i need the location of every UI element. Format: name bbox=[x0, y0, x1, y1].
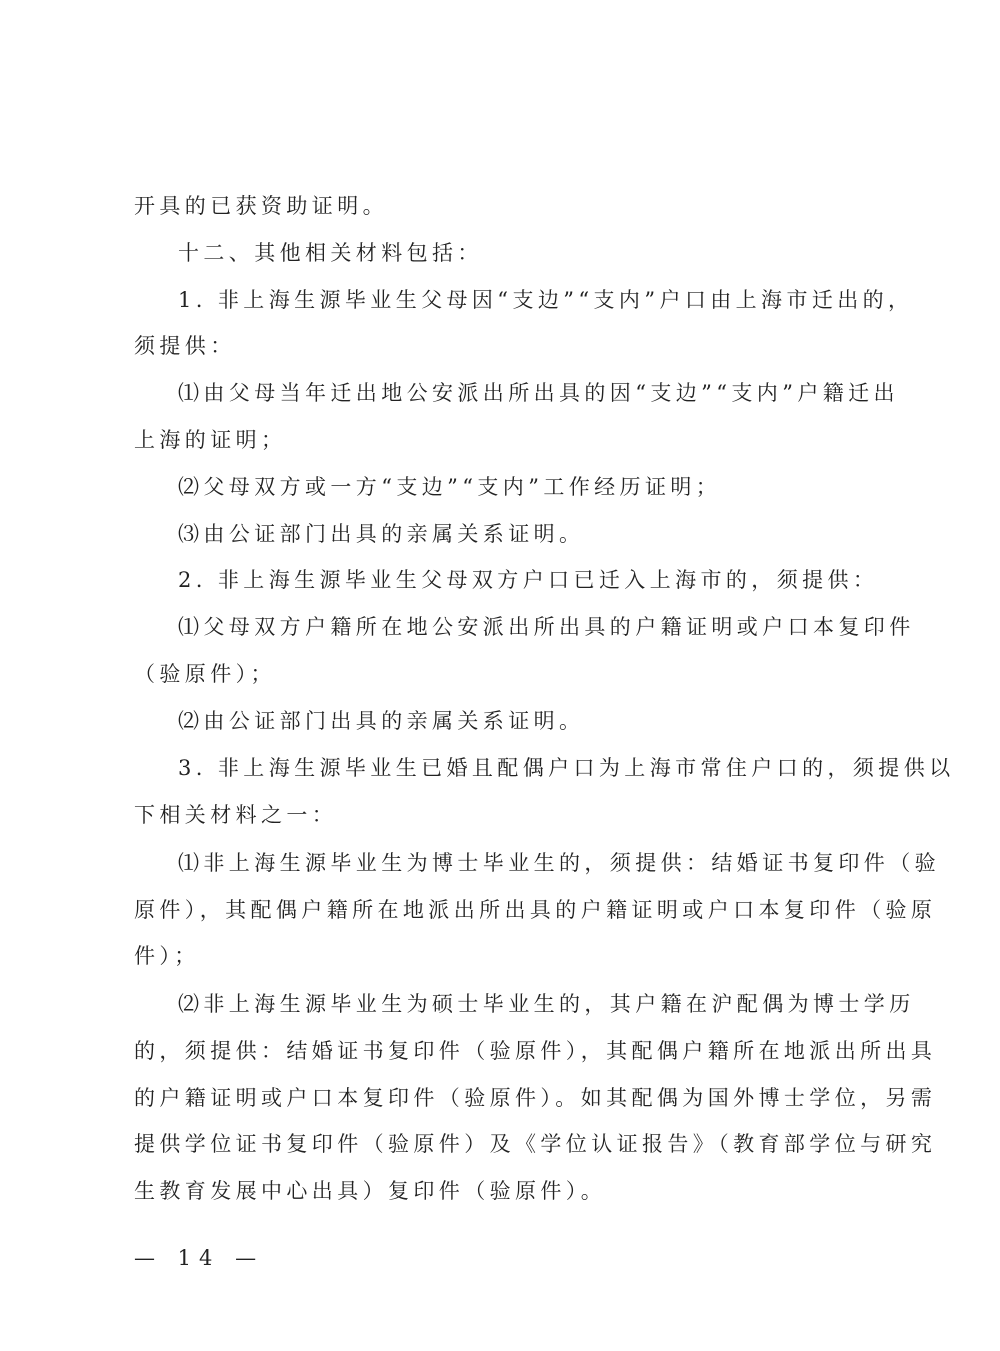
text-line: 原件），其配偶户籍所在地派出所出具的户籍证明或户口本复印件（验原 bbox=[134, 898, 937, 922]
text-line: ⑵非上海生源毕业生为硕士毕业生的，其户籍在沪配偶为博士学历 bbox=[178, 992, 915, 1016]
text-line: 的，须提供：结婚证书复印件（验原件），其配偶户籍所在地派出所出具 bbox=[134, 1039, 937, 1063]
text-line: ⑵父母双方或一方“支边”“支内”工作经历证明； bbox=[178, 475, 722, 499]
text-line: 2. 非上海生源毕业生父母双方户口已迁入上海市的，须提供： bbox=[178, 568, 879, 592]
text-line: 下相关材料之一： bbox=[134, 803, 338, 827]
text-line: 生教育发展中心出具）复印件（验原件）。 bbox=[134, 1179, 607, 1203]
text-line: 的户籍证明或户口本复印件（验原件）。如其配偶为国外博士学位，另需 bbox=[134, 1086, 937, 1110]
page-number: — 14 — bbox=[134, 1246, 265, 1270]
text-line: ⑴非上海生源毕业生为博士毕业生的，须提供：结婚证书复印件（验 bbox=[178, 851, 940, 875]
text-line: 须提供： bbox=[134, 334, 236, 358]
text-line: ⑴由父母当年迁出地公安派出所出具的因“支边”“支内”户籍迁出 bbox=[178, 381, 899, 405]
text-line: 1. 非上海生源毕业生父母因“支边”“支内”户口由上海市迁出的， bbox=[178, 288, 914, 312]
text-line: 提供学位证书复印件（验原件）及《学位认证报告》（教育部学位与研究 bbox=[134, 1132, 937, 1156]
text-line: 件）； bbox=[134, 944, 200, 968]
text-line: ⑴父母双方户籍所在地公安派出所出具的户籍证明或户口本复印件 bbox=[178, 615, 915, 639]
text-line: ⑶由公证部门出具的亲属关系证明。 bbox=[178, 522, 585, 546]
section-heading: 十二、其他相关材料包括： bbox=[178, 241, 483, 265]
text-line: ⑵由公证部门出具的亲属关系证明。 bbox=[178, 709, 585, 733]
text-line: 3. 非上海生源毕业生已婚且配偶户口为上海市常住户口的，须提供以 bbox=[178, 756, 955, 780]
text-line: （验原件）； bbox=[134, 662, 276, 686]
text-line: 开具的已获资助证明。 bbox=[134, 194, 388, 218]
text-line: 上海的证明； bbox=[134, 428, 287, 452]
